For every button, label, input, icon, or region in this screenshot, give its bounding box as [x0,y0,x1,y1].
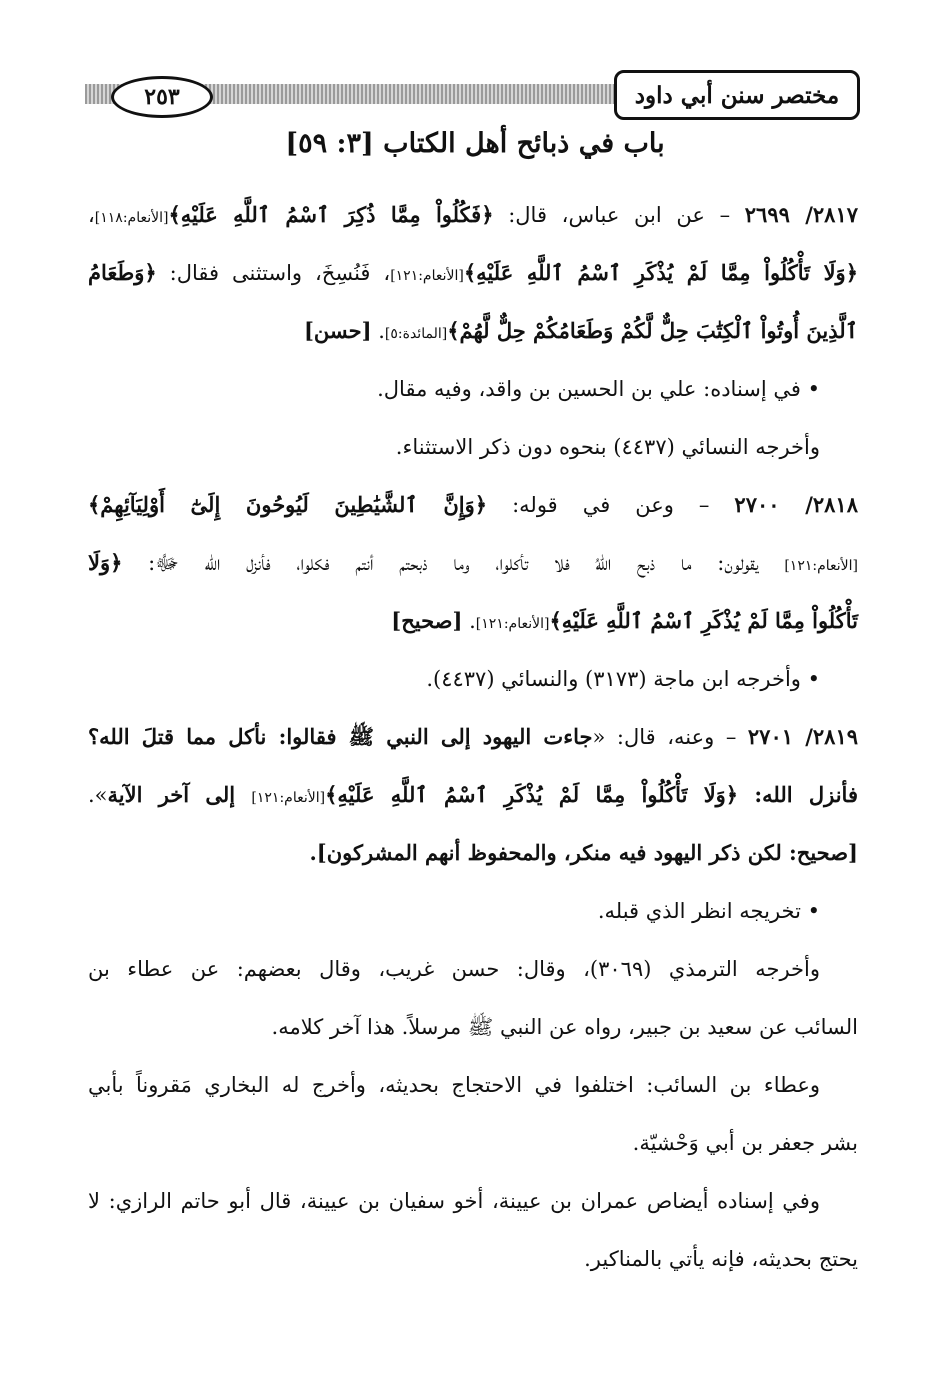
page-number: ٢٥٣ [111,76,213,118]
text-segment: ، [88,203,95,227]
text-line [88,766,858,824]
text-segment: السائب عن سعيد بن جبير، رواه عن النبي ﷺ مرسلاً. هذا آخر كلامه. [271,1015,858,1039]
text-line [88,244,858,302]
text-segment: يحتج بحديثه، فإنه يأتي بالمناكير. [584,1247,858,1271]
quran-quote: ﴿فَكُلُواْ مِمَّا ذُكِرَ ٱسْمُ ٱللَّهِ عَلَيْهِ﴾ [168,202,494,227]
text-segment: بشر جعفر بن أبي وَحْشيّة. [632,1131,858,1155]
text-line [88,882,858,940]
text-segment: وأخرجه النسائي (٤٤٣٧) بنحوه دون ذكر الاستثناء. [395,435,820,459]
bold-text: جاءت اليهود إلى النبي ﷺ فقالوا: نأكل مما قتلَ الله؟ [88,724,593,749]
text-line [88,1056,858,1114]
bold-text: ٢٨١٨/ ٢٧٠٠ [734,492,858,517]
hadith-grade: [حسن] [303,318,372,343]
text-line [88,302,858,360]
text-segment: – وعن في قوله: [487,493,735,517]
text-line [88,186,858,244]
bold-text: فأنزل الله: [738,782,858,807]
text-segment: ، فَنُسِخَ، واستثنى فقال: [156,261,391,285]
quran-quote: ٱلَّذِينَ أُوتُواْ ٱلْكِتَٰبَ حِلٌّ لَّكُمْ وَطَعَامُكُمْ حِلٌّ لَّهُمْ﴾ [447,318,858,343]
page-header [85,70,860,120]
verse-reference: [الأنعام:١٢١] [251,790,326,806]
text-segment: • في إسناده: علي بن الحسين بن واقد، وفيه مقال. [377,377,820,401]
text-segment: وأخرجه الترمذي (٣٠٦٩)، وقال: حسن غريب، وقال بعضهم: عن عطاء بن [88,957,820,981]
text-line [88,1114,858,1172]
text-line [88,418,858,476]
quran-quote: ﴿وَطَعَامُ [88,260,157,285]
bold-text: ٢٨١٩/ ٢٧٠١ [747,724,859,749]
text-line [88,998,858,1056]
quran-quote: ﴿وَلَا تَأْكُلُواْ مِمَّا لَمْ يُذْكَرِ ٱسْمُ ٱللَّهِ عَلَيْهِ﴾ [463,260,859,285]
text-segment: ». [88,783,108,807]
text-line [88,592,858,650]
bold-text: ٢٨١٧/ ٢٦٩٩ [744,202,859,227]
hadith-grade: [صحيح] [391,608,463,633]
text-line [88,476,858,534]
text-line [88,1172,858,1230]
verse-reference: [الأنعام:١٢١] [390,268,464,284]
verse-reference: [الأنعام:١٢١] [784,558,858,574]
text-segment: وفي إسناده أيضاص عمران بن عيينة، أخو سفيان بن عيينة، قال أبو حاتم الرازي: لا [88,1189,820,1213]
text-line [88,360,858,418]
text-segment: – وعنه، قال: « [592,725,748,749]
text-line [88,650,858,708]
text-segment: وعطاء بن السائب: اختلفوا في الاحتجاج بحديثه، وأخرج له البخاري مَقروناً بأبي [88,1073,820,1097]
text-line [88,534,858,592]
text-line [88,940,858,998]
verse-reference: [الأنعام:١٢١] [475,616,550,632]
verse-reference: [المائدة:٥] [384,326,448,342]
text-line [88,1230,858,1288]
document-body [88,186,858,1288]
hadith-grade: [صحيح: لكن ذكر اليهود فيه منكر، والمحفوظ أنهم المشركون]. [309,840,858,865]
quran-quote: تَأْكُلُواْ مِمَّا لَمْ يُذْكَرِ ٱسْمُ ٱللَّهِ عَلَيْهِ﴾ [549,608,858,633]
bold-text: إلى آخر الآية [107,782,252,807]
quran-quote: ﴿وَإِنَّ ٱلشَّيَٰطِينَ لَيُوحُونَ إِلَىٰٓ أَوْلِيَآئِهِمْ﴾ [88,492,488,517]
text-segment: • وأخرجه ابن ماجة (٣١٧٣) والنسائي (٤٤٣٧). [426,667,820,691]
chapter-title: باب في ذبائح أهل الكتاب [٣: ٥٩] [285,128,665,159]
text-segment: يقولون: ما ذبح اللهُ فلا تأكلوا، وما ذبحتم أنتم فكلوا، فأنزل الله ﷻ: [122,551,785,575]
quran-quote: ﴿وَلَا [88,550,123,575]
text-segment: – عن ابن عباس، قال: [493,203,745,227]
text-line [88,708,858,766]
verse-reference: [الأنعام:١١٨] [94,210,169,226]
text-line [88,824,858,882]
text-segment: . [462,609,476,633]
text-segment: • تخريجه انظر الذي قبله. [597,899,820,923]
book-title: مختصر سنن أبي داود [614,70,860,120]
text-segment: . [371,319,385,343]
quran-quote: ﴿وَلَا تَأْكُلُواْ مِمَّا لَمْ يُذْكَرِ ٱسْمُ ٱللَّهِ عَلَيْهِ﴾ [325,782,739,807]
